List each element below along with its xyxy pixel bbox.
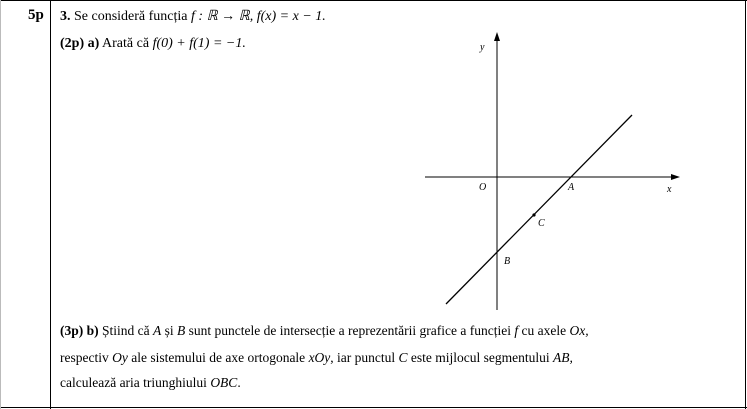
part-a bbox=[60, 36, 246, 52]
part-b-points: (3p) bbox=[60, 323, 84, 338]
part-b-line-1 bbox=[60, 323, 589, 339]
x-axis-arrow bbox=[671, 174, 680, 180]
point-a-ref: A bbox=[153, 323, 162, 338]
system-xoy-ref: xOy bbox=[308, 350, 331, 365]
function-definition: f : ℝ → ℝ, f(x) = x − 1. bbox=[191, 9, 326, 24]
point-a-label: A bbox=[568, 182, 575, 193]
top-border bbox=[0, 0, 747, 1]
part-b-line-2 bbox=[60, 350, 573, 366]
part-b-line-3 bbox=[60, 375, 241, 391]
part-b-text-1: Știind că bbox=[102, 323, 150, 338]
part-b-text-6: , iar punctul bbox=[330, 350, 396, 365]
part-b-text-4: respectiv bbox=[60, 350, 109, 365]
point-b-ref: B bbox=[177, 323, 186, 338]
triangle-obc-ref: OBC bbox=[210, 375, 238, 390]
bottom-border bbox=[0, 407, 747, 408]
point-c-ref: C bbox=[398, 350, 408, 365]
part-b-text-3: cu axele bbox=[521, 323, 567, 338]
part-b-label: b) bbox=[86, 323, 99, 338]
part-a-label: a) bbox=[87, 36, 100, 51]
part-b-text-9: . bbox=[237, 375, 241, 390]
part-a-formula: f(0) + f(1) = −1. bbox=[152, 36, 246, 51]
part-a-text: Arată că bbox=[102, 36, 150, 51]
conjunction-text: și bbox=[164, 323, 174, 338]
right-border bbox=[745, 0, 746, 409]
segment-ab-ref: AB, bbox=[553, 350, 573, 365]
points-column-divider bbox=[50, 0, 51, 409]
part-b-text-2: sunt punctele de intersecție a reprezentării grafice a funcției bbox=[188, 323, 511, 338]
function-graph bbox=[420, 28, 690, 313]
statement-text: Se consideră funcția bbox=[74, 9, 188, 24]
problem-number: 3. bbox=[60, 9, 71, 24]
point-c-marker bbox=[532, 213, 535, 216]
point-b-label: B bbox=[504, 256, 511, 267]
part-b-text-5: ale sistemului de axe ortogonale bbox=[131, 350, 306, 365]
origin-label: O bbox=[479, 182, 487, 193]
y-axis-label: y bbox=[480, 42, 485, 53]
part-a-points: (2p) bbox=[60, 36, 85, 51]
axis-oy-ref: Oy bbox=[112, 350, 128, 365]
part-b-text-7: este mijlocul segmentului bbox=[410, 350, 550, 365]
problem-statement bbox=[60, 8, 326, 25]
axis-ox-ref: Ox, bbox=[569, 323, 589, 338]
function-line bbox=[446, 115, 632, 304]
problem-points: 5p bbox=[28, 7, 44, 23]
function-ref: f bbox=[514, 323, 519, 338]
y-axis-arrow bbox=[494, 32, 500, 41]
left-border bbox=[0, 0, 1, 409]
x-axis-label: x bbox=[667, 184, 672, 195]
point-c-label: C bbox=[538, 218, 545, 229]
part-b-text-8: calculează aria triunghiului bbox=[60, 375, 207, 390]
